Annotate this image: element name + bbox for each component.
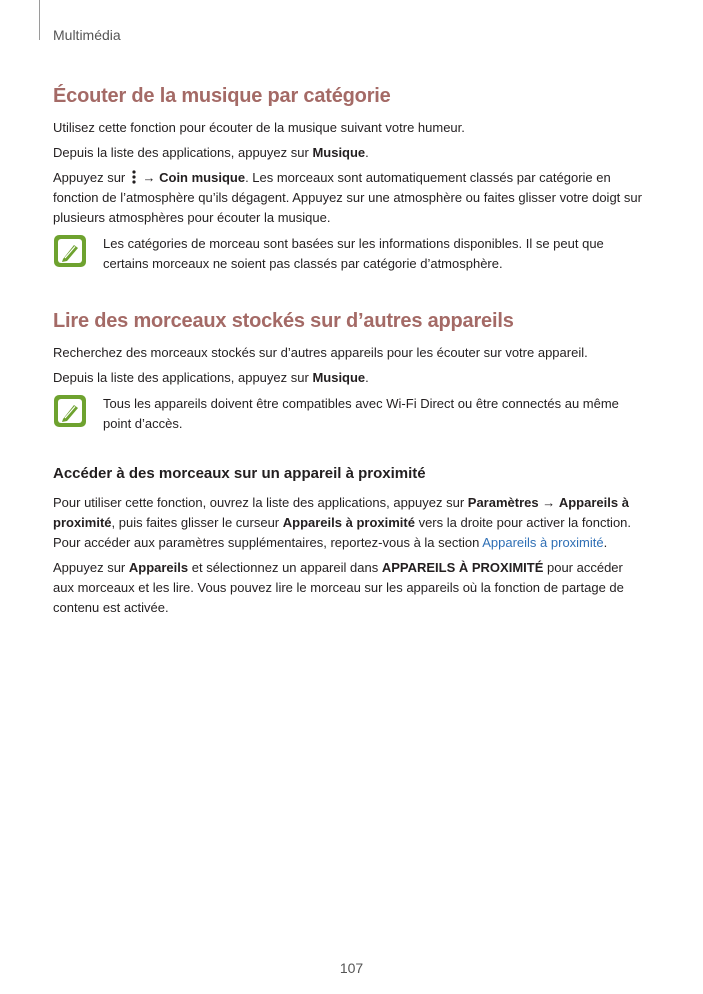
paragraph (53, 368, 643, 388)
text: . (365, 370, 369, 385)
bold-text: Appareils (128, 560, 189, 575)
section-nearby-device (53, 464, 643, 618)
page-content (53, 83, 643, 623)
text: pour accéder aux morceaux et les lire. Vous pouvez lire le morceau sur les appareils où la fonction de partage de contenu est activée. (53, 560, 624, 615)
text: , puis faites glisser le curseur (111, 515, 283, 530)
note-box (53, 394, 643, 434)
bold-text: Appareils à proximité (53, 495, 629, 530)
subsection-title: Accéder à des morceaux sur un appareil à proximité (53, 465, 426, 482)
text: et sélectionnez un appareil dans (188, 560, 382, 575)
section-title: Écouter de la musique par catégorie (53, 85, 391, 107)
note-text: Les catégories de morceau sont basées sur les informations disponibles. Il se peut que certains morceaux ne soient pas classés par catégorie d’atmosphère. (103, 236, 604, 271)
text: Depuis la liste des applications, appuyez sur (53, 370, 313, 385)
paragraph (53, 558, 643, 618)
bold-text: Appareils à proximité (282, 515, 415, 530)
text: . Les morceaux sont automatiquement classés par catégorie en fonction de l’atmosphère qu’ils dégagent. Appuyez sur une atmosphère ou faites glisser votre doigt sur plusieurs atmosphères pour écouter la musique. (53, 170, 642, 225)
bold-text: APPAREILS À PROXIMITÉ (381, 560, 544, 575)
note-icon (53, 234, 87, 268)
text: . (365, 145, 369, 160)
text: Appuyez sur (53, 170, 129, 185)
paragraph (53, 493, 643, 553)
note-text: Tous les appareils doivent être compatibles avec Wi-Fi Direct ou être connectés au même point d’accès. (103, 396, 619, 431)
section-title: Lire des morceaux stockés sur d’autres appareils (53, 310, 514, 332)
text: Pour utiliser cette fonction, ouvrez la liste des applications, appuyez sur (53, 495, 468, 510)
arrow-text: → (138, 170, 160, 185)
paragraph (53, 168, 643, 228)
bold-text: Paramètres (467, 495, 539, 510)
text: . (603, 535, 608, 550)
running-header: Multimédia (53, 27, 121, 43)
bold-text: Coin musique (159, 170, 246, 185)
text: Depuis la liste des applications, appuyez sur (53, 145, 313, 160)
note-box (53, 234, 643, 274)
cross-reference-link[interactable]: Appareils à proximité (482, 535, 604, 550)
paragraph: Utilisez cette fonction pour écouter de la musique suivant votre humeur. (53, 120, 465, 135)
note-icon (53, 394, 87, 428)
bold-text: Musique (312, 370, 366, 385)
paragraph: Recherchez des morceaux stockés sur d’autres appareils pour les écouter sur votre appareil. (53, 345, 588, 360)
more-options-icon (132, 170, 136, 184)
text: vers la droite pour activer la fonction. Pour accéder aux paramètres supplémentaires, reportez-vous à la section (53, 515, 632, 550)
section-other-devices (53, 308, 643, 434)
arrow-text: → (538, 495, 559, 510)
section-music-by-category (53, 83, 643, 274)
margin-rule (39, 0, 40, 40)
page-number: 107 (339, 960, 364, 976)
bold-text: Musique (312, 145, 366, 160)
text: Appuyez sur (53, 560, 129, 575)
paragraph (53, 143, 643, 163)
